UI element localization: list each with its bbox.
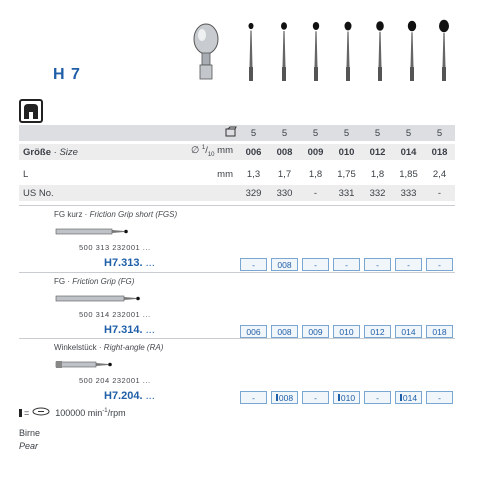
- section-name: Winkelstück · Right-angle (RA): [54, 343, 164, 352]
- size-box: 008: [271, 325, 298, 338]
- us-row: [19, 185, 455, 201]
- size-box: -: [302, 391, 329, 404]
- size-box: -: [426, 258, 453, 271]
- size-unit: ∅ $^1/_{10}$ mm: [190, 145, 233, 159]
- size-box: -: [333, 258, 360, 271]
- section-divider: [19, 338, 455, 339]
- length-value: 2,4: [432, 168, 447, 180]
- size-box: 014: [395, 391, 422, 404]
- section-divider: [19, 205, 455, 206]
- size-bur-image: [376, 21, 384, 81]
- packaging-row: [19, 125, 455, 141]
- reference-number: H7.314. ...: [104, 324, 155, 336]
- size-bur-image: [281, 22, 287, 81]
- size-box: 018: [426, 325, 453, 338]
- speed-value: 100000 $\min^{-1}$/rpm: [55, 407, 126, 418]
- size-box: -: [364, 391, 391, 404]
- order-number: 500 314 232001 ...: [79, 310, 151, 319]
- size-box: 010: [333, 391, 360, 404]
- length-value: 1,8: [370, 168, 385, 180]
- length-value: 1,75: [337, 168, 356, 180]
- length-value: 1,3: [246, 168, 261, 180]
- size-value: 010: [338, 146, 355, 158]
- order-number: 500 204 232001 ...: [79, 376, 151, 385]
- size-availability: [240, 391, 457, 404]
- us-label: US No.: [23, 187, 54, 199]
- size-value: 006: [245, 146, 262, 158]
- size-label: Größe · Size: [23, 146, 78, 158]
- reference-number: H7.204. ...: [104, 390, 155, 402]
- us-value: -: [437, 187, 442, 199]
- size-bur-image: [313, 22, 319, 81]
- reference-number: H7.313. ...: [104, 257, 155, 269]
- section-name: FG kurz · Friction Grip short (FGS): [54, 210, 178, 219]
- instrument-icon: [54, 359, 144, 371]
- size-box: 006: [240, 325, 267, 338]
- length-value: 1,85: [399, 168, 418, 180]
- size-values: [240, 147, 457, 158]
- us-value: 329: [245, 187, 262, 199]
- marker-icon: [19, 409, 22, 417]
- size-box: 014: [395, 325, 422, 338]
- size-box: -: [240, 258, 267, 271]
- length-row: [19, 166, 455, 182]
- instrument-icon: [54, 293, 144, 305]
- length-value: 1,7: [277, 168, 292, 180]
- size-bur-image: [439, 20, 449, 81]
- length-label: L: [23, 168, 29, 180]
- length-unit: mm: [217, 168, 233, 180]
- section-divider: [19, 272, 455, 273]
- size-box: -: [302, 258, 329, 271]
- size-box: -: [240, 391, 267, 404]
- size-value: 008: [276, 146, 293, 158]
- package-icon: [225, 126, 237, 140]
- size-bur-images: [249, 20, 450, 81]
- packaging-value: 5: [374, 127, 381, 139]
- main-bur-image: [194, 24, 218, 79]
- shape-name-en: Pear: [19, 441, 39, 451]
- packaging-value: 5: [343, 127, 350, 139]
- size-box: -: [395, 258, 422, 271]
- size-row: [19, 144, 455, 160]
- packaging-value: 5: [405, 127, 412, 139]
- size-bur-image: [345, 22, 352, 81]
- size-box: 008: [271, 258, 298, 271]
- size-value: 014: [400, 146, 417, 158]
- size-value: 012: [369, 146, 386, 158]
- size-box: -: [426, 391, 453, 404]
- us-value: 331: [338, 187, 355, 199]
- size-value: 009: [307, 146, 324, 158]
- size-box: 008: [271, 391, 298, 404]
- us-value: -: [313, 187, 318, 199]
- packaging-value: 5: [312, 127, 319, 139]
- product-title: H 7: [53, 66, 81, 83]
- length-values: [240, 169, 457, 180]
- bur-shape-icon: [19, 99, 43, 123]
- size-box: -: [364, 258, 391, 271]
- us-value: 330: [276, 187, 293, 199]
- size-availability: [240, 325, 457, 338]
- packaging-value: 5: [436, 127, 443, 139]
- marker-icon: [338, 394, 340, 401]
- marker-icon: [276, 394, 278, 401]
- marker-icon: [400, 394, 402, 401]
- order-number: 500 313 232001 ...: [79, 243, 151, 252]
- size-box: 010: [333, 325, 360, 338]
- instrument-icon: [54, 226, 144, 238]
- size-value: 018: [431, 146, 448, 158]
- length-value: 1,8: [308, 168, 323, 180]
- size-box: 009: [302, 325, 329, 338]
- us-values: [240, 188, 457, 199]
- us-value: 333: [400, 187, 417, 199]
- size-availability: [240, 258, 457, 271]
- section-name: FG · Friction Grip (FG): [54, 277, 135, 286]
- size-bur-image: [249, 23, 254, 81]
- speed-icon: [32, 407, 50, 418]
- packaging-values: [240, 128, 457, 139]
- packaging-value: 5: [281, 127, 288, 139]
- speed-legend: = 100000 $\min^{-1}$/rpm: [19, 407, 126, 418]
- shape-name: Birne: [19, 428, 41, 438]
- crown-shape-icon: [21, 101, 41, 121]
- us-value: 332: [369, 187, 386, 199]
- packaging-value: 5: [250, 127, 257, 139]
- size-bur-image: [408, 21, 416, 81]
- size-box: 012: [364, 325, 391, 338]
